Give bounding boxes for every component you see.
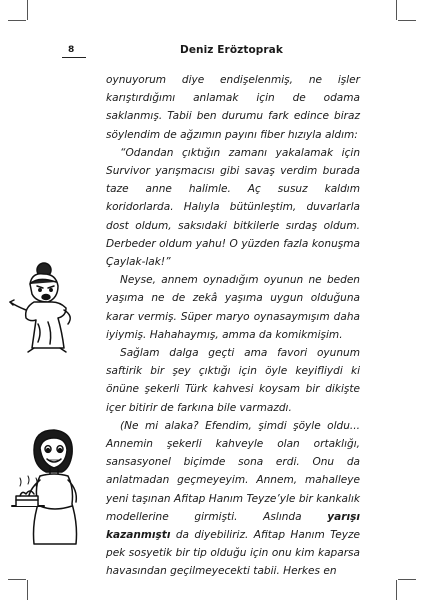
paragraph-text: (Ne mi alaka? Efendim, şimdi şöyle oldu... Annemin şekerli kahveyle olan ortaklığı, sansasyonel biçimde sona erdi. Onu da anlatmadan geçmeyeyim. Annem, mahalleye yeni taşınan Afitap Hanım Teyze’yle bir kankalık modellerine girmişti. Aslında: [106, 419, 360, 523]
crop-mark: [8, 579, 26, 580]
page-number: 8: [68, 45, 75, 55]
paragraph: [106, 417, 360, 581]
crop-mark: [396, 0, 397, 20]
page-header: [62, 45, 362, 61]
woman-with-cake-illustration: [6, 428, 106, 548]
paragraph: “Odandan çıktığın zamanı yakalamak için Survivor yarışmacısı gibi savaş verdim burada taze anne halimle. Aç susuz kaldım koridorlarda. Halıyla bütünleştim, duvarlarla dost oldum, saksıdaki bitkilerle sırdaş oldum. Derbeder oldum yahu! O yüzden fazla konuşma Çaylak-lak!”: [106, 146, 360, 269]
running-head: Deniz Eröztoprak: [180, 44, 283, 56]
crop-mark: [396, 580, 397, 600]
header-rule: [62, 57, 86, 58]
body-text: [106, 71, 360, 581]
emphasized-text: yarışı kazanmıştı: [106, 510, 360, 542]
paragraph: Sağlam dalga geçti ama favori oyunum saftirik bir şey çıktığı için öyle keyifliydi ki önüne şekerli Türk kahvesi koysam bir dikişte içer bitirir de farkına bile varmazdı.: [106, 347, 360, 414]
crop-mark: [398, 579, 416, 580]
crop-mark: [8, 20, 26, 21]
crop-mark: [398, 20, 416, 21]
angry-woman-illustration: [8, 262, 104, 354]
paragraph-text: da diyebiliriz. Afitap Hanım Teyze pek sosyetik bir tip olduğu için onu kim kaparsa havasından geçilmeyecekti tabii. Herkes en: [106, 529, 360, 578]
paragraph: oynuyorum diye endişelenmiş, ne işler karıştırdığımı anlamak için de odama saklanmış. Tabii ben durumu fark edince biraz söylendim de ağzımın payını fiber hızıyla aldım:: [106, 74, 360, 141]
crop-mark: [27, 0, 28, 20]
paragraph: Neyse, annem oynadığım oyunun ne beden yaşıma ne de zekâ yaşıma uygun olduğuna karar vermiş. Süper maryo oynasaymışım daha iyiymiş. Hahahaymış, amma da komikmişim.: [106, 274, 360, 341]
crop-mark: [27, 580, 28, 600]
